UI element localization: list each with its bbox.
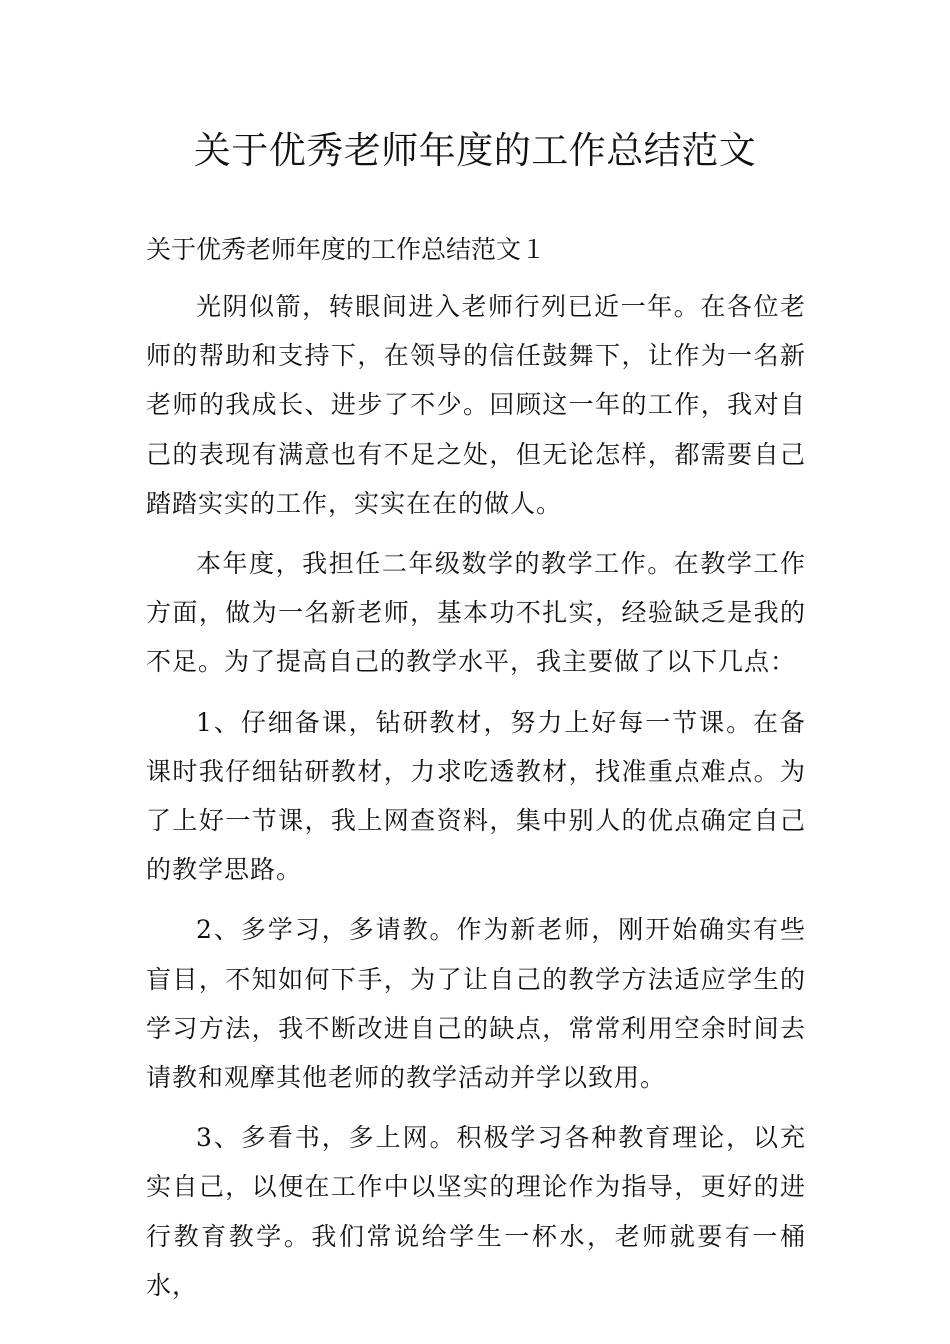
paragraph-intro: 光阴似箭，转眼间进入老师行列已近一年。在各位老师的帮助和支持下，在领导的信任鼓舞下，让作为一名新老师的我成长、进步了不少。回顾这一年的工作，我对自己的表现有满意也有不足之处，但无论怎样，都需要自己踏踏实实的工作，实实在在的做人。 <box>146 292 806 518</box>
paragraph-point-3: 3、多看书，多上网。积极学习各种教育理论，以充实自己，以便在工作中以坚实的理论作为指导，更好的进行教育教学。我们常说给学生一杯水，老师就要有一桶水， <box>146 1123 806 1300</box>
paragraph-point-2: 2、多学习，多请教。作为新老师，刚开始确实有些盲目，不知如何下手，为了让自己的教学方法适应学生的学习方法，我不断改进自己的缺点，常常利用空余时间去请教和观摩其他老师的教学活动并学以致用。 <box>146 915 806 1093</box>
paragraph-point-1: 1、仔细备课，钻研教材，努力上好每一节课。在备课时我仔细钻研教材，力求吃透教材，找准重点难点。为了上好一节课，我上网查资料，集中别人的优点确定自己的教学思路。 <box>146 707 806 885</box>
document-title: 关于优秀老师年度的工作总结范文 <box>193 129 757 172</box>
paragraph-teaching-work: 本年度，我担任二年级数学的教学工作。在教学工作方面，做为一名新老师，基本功不扎实，经验缺乏是我的不足。为了提高自己的教学水平，我主要做了以下几点： <box>146 549 806 677</box>
document-subtitle: 关于优秀老师年度的工作总结范文１ <box>146 235 547 264</box>
document-body <box>146 282 806 1321</box>
